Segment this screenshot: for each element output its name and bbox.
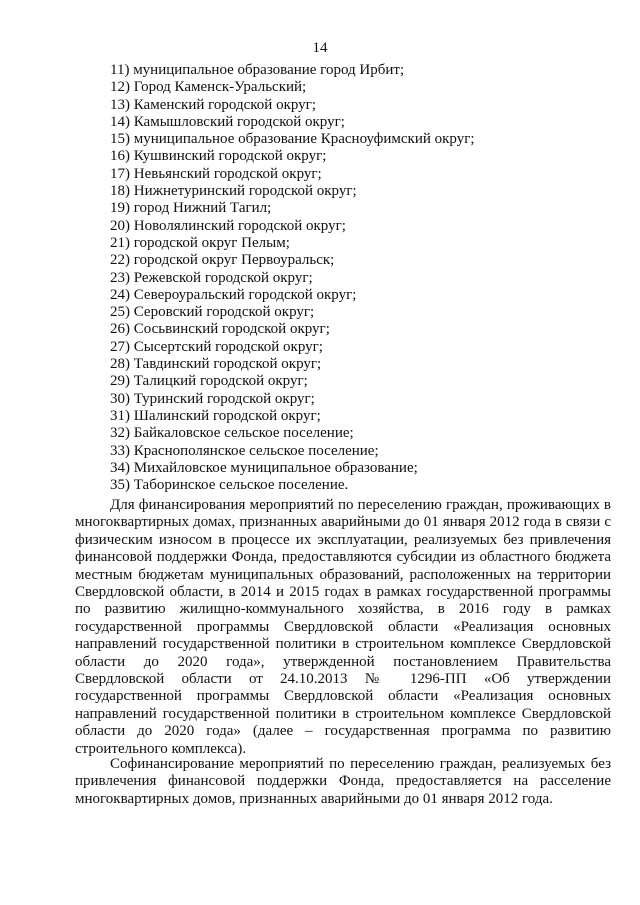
list-item: 11) муниципальное образование город Ирбит; <box>110 62 405 78</box>
list-item: 18) Нижнетуринский городской округ; <box>110 183 357 200</box>
list-item: 14) Камышловский городской округ; <box>110 113 345 130</box>
list-item: 17) Невьянский городской округ; <box>110 165 322 182</box>
list-item: 33) Краснополянское сельское поселение; <box>110 442 379 459</box>
paragraph-cofinancing: Софинансирование мероприятий по переселению граждан, реализуемых без привлечения финансовой поддержки Фонда, предоставляется на расселение многоквартирных домов, признанных аварийными до 01 января 2012 года. <box>75 756 611 807</box>
list-item: 22) городской округ Первоуральск; <box>110 252 335 269</box>
list-item: 32) Байкаловское сельское поселение; <box>110 425 354 442</box>
list-item: 34) Михайловское муниципальное образование; <box>110 459 418 476</box>
list-item: 15) муниципальное образование Красноуфимский округ; <box>110 131 475 148</box>
list-item: 29) Талицкий городской округ; <box>110 373 308 390</box>
list-item: 19) город Нижний Тагил; <box>110 200 272 217</box>
list-item: 23) Режевской городской округ; <box>110 269 313 286</box>
list-item: 13) Каменский городской округ; <box>110 96 316 113</box>
list-item: 21) городской округ Пелым; <box>110 234 290 251</box>
list-item: 27) Сысертский городской округ; <box>110 338 323 355</box>
list-item: 12) Город Каменск-Уральский; <box>110 79 307 96</box>
list-item: 24) Североуральский городской округ; <box>110 286 357 303</box>
list-item: 20) Новолялинский городской округ; <box>110 217 346 234</box>
municipality-list <box>110 62 475 494</box>
list-item: 26) Сосьвинский городской округ; <box>110 321 330 338</box>
paragraph-financing: Для финансирования мероприятий по переселению граждан, проживающих в многоквартирных домах, признанных аварийными до 01 января 2012 года в связи с физическим износом в процессе их эксплуатации, реализуемых без привлечения финансовой поддержки Фонда, предоставляются субсидии из областного бюджета местным бюджетам муниципальных образований, расположенных на территории Свердловской области, в 2014 и 2015 годах в рамках государственной программы по развитию жилищно-коммунального хозяйства, в 2016 году в рамках государственной программы Свердловской области «Реализация основных направлений государственной политики в строительном комплексе Свердловской области до 2020 года», утвержденной постановлением Правительства Свердловской области от 24.10.2013 № 1296-ПП «Об утверждении государственной программы Свердловской области «Реализация основных направлений государственной политики в строительном комплексе Свердловской области до 2020 года» (далее – государственная программа по развитию строительного комплекса). <box>75 497 611 757</box>
list-item: 35) Таборинское сельское поселение. <box>110 477 349 494</box>
page-number: 14 <box>312 40 328 56</box>
list-item: 16) Кушвинский городской округ; <box>110 148 327 165</box>
list-item: 25) Серовский городской округ; <box>110 304 315 321</box>
list-item: 28) Тавдинский городской округ; <box>110 356 322 373</box>
list-item: 31) Шалинский городской округ; <box>110 407 321 424</box>
list-item: 30) Туринский городской округ; <box>110 390 315 407</box>
